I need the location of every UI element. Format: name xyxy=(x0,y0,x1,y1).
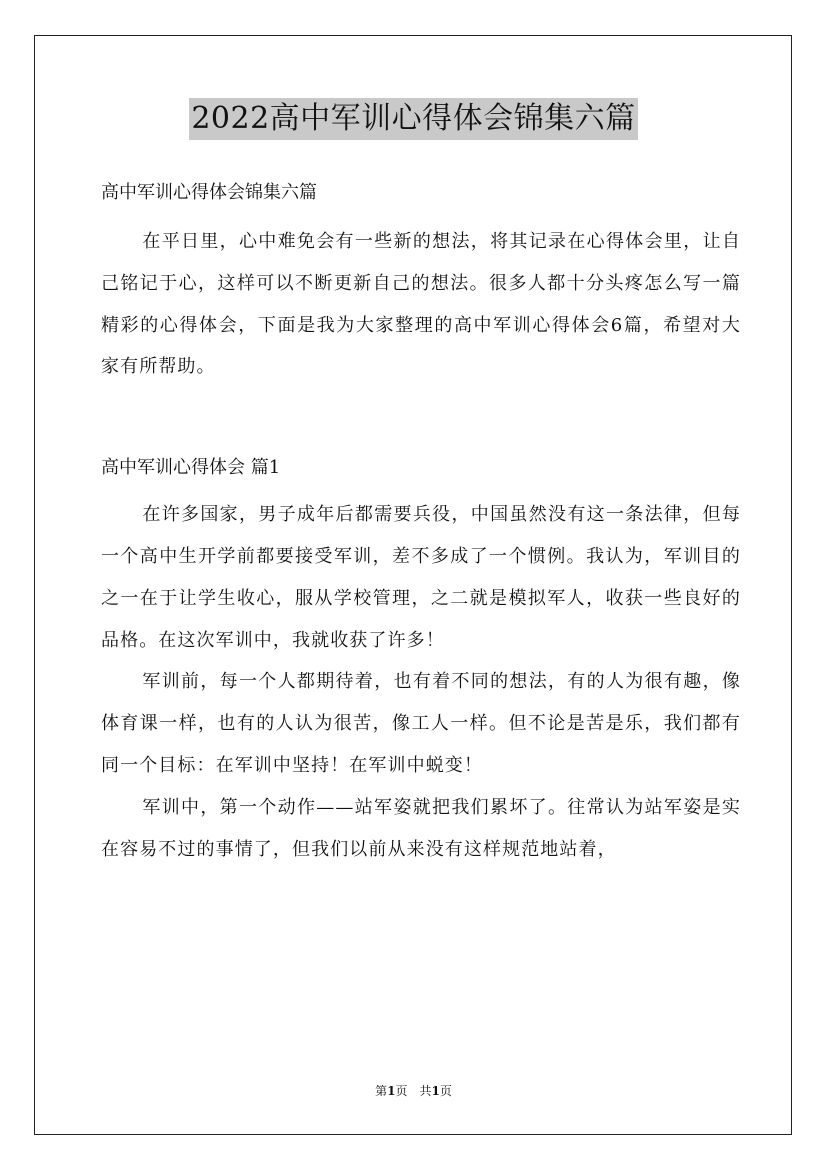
body-paragraph: 在许多国家，男子成年后都需要兵役，中国虽然没有这一条法律，但每一个高中生开学前都要接受军训，差不多成了一个惯例。我认为，军训目的之一在于让学生收心，服从学校管理，之二就是模拟军人，收获一些良好的品格。在这次军训中，我就收获了许多！ xyxy=(101,504,741,651)
intro-paragraph: 在平日里，心中难免会有一些新的想法，将其记录在心得体会里，让自己铭记于心，这样可以不断更新自己的想法。很多人都十分头疼怎么写一篇精彩的心得体会，下面是我为大家整理的高中军训心得体会6篇，希望对大家有所帮助。 xyxy=(101,231,741,378)
body-paragraph: 军训前，每一个人都期待着，也有着不同的想法，有的人为很有趣，像体育课一样，也有的人认为很苦，像工人一样。但不论是苦是乐，我们都有同一个目标：在军训中坚持！在军训中蜕变！ xyxy=(101,671,741,776)
document-title: 2022高中军训心得体会锦集六篇 xyxy=(189,98,637,140)
total-label-suffix: 页 xyxy=(439,1084,452,1098)
body-paragraph: 军训中，第一个动作——站军姿就把我们累坏了。往常认为站军姿是实在容易不过的事情了，但我们以前从来没有这样规范地站着， xyxy=(101,796,741,860)
page-total: 1 xyxy=(431,1084,440,1098)
section-heading: 高中军训心得体会 篇1 xyxy=(101,457,281,479)
document-body xyxy=(101,173,741,870)
page-footer xyxy=(0,1083,827,1099)
page-label-prefix: 第 xyxy=(375,1084,388,1098)
document-subtitle: 高中军训心得体会锦集六篇 xyxy=(101,182,317,203)
title-block xyxy=(0,98,827,140)
page-current: 1 xyxy=(387,1084,396,1098)
total-label-prefix: 共 xyxy=(419,1084,432,1098)
page-label-suffix: 页 xyxy=(395,1084,408,1098)
